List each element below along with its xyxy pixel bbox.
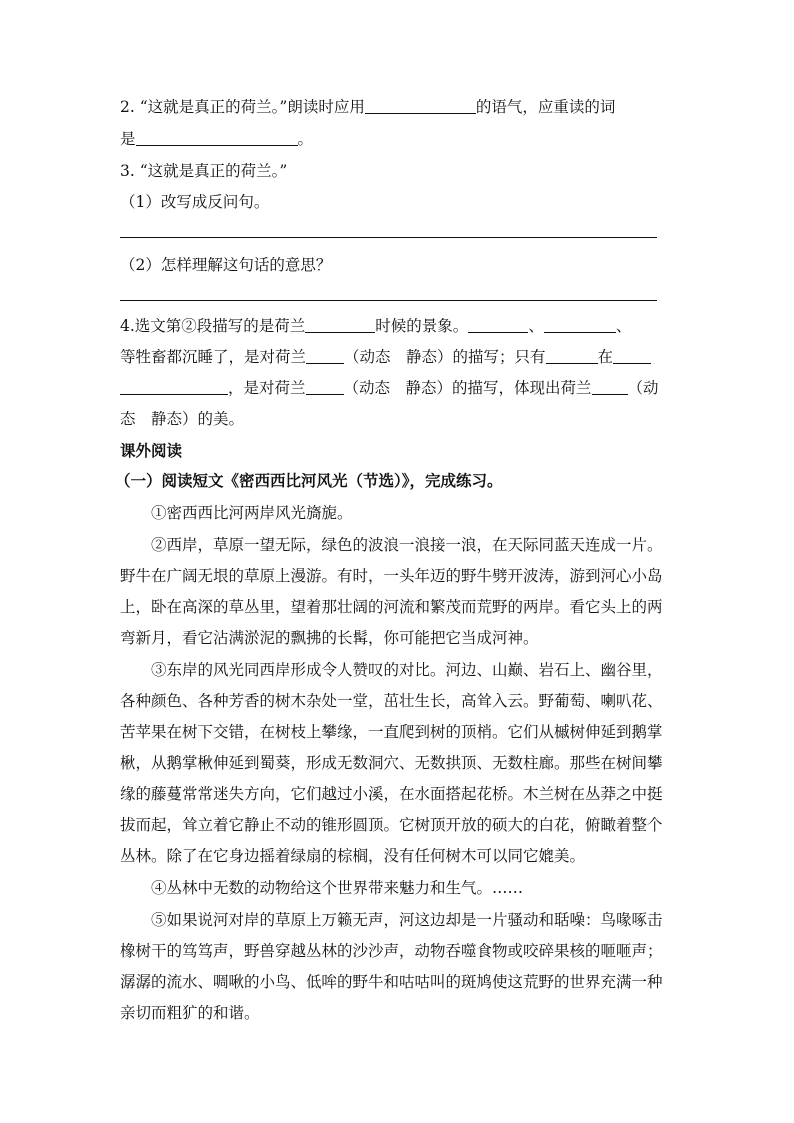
answer-blank[interactable] — [136, 129, 298, 146]
question-text: 是 — [120, 130, 136, 148]
question-4-line-3 — [120, 378, 676, 398]
question-text: 等牲畜都沉睡了，是对荷兰 — [120, 348, 307, 366]
passage-line: 缘的藤蔓常常迷失方向，它们越过小溪，在水面搭起花桥。木兰树在丛莽之中挺 — [120, 785, 663, 803]
section-heading: 课外阅读 — [120, 441, 183, 460]
question-text: 在 — [597, 348, 614, 366]
question-3-sub-2: （2）怎样理解这句话的意思？ — [120, 256, 332, 274]
passage-line: 上，卧在高深的草丛里，望着那壮阔的河流和繁茂而荒野的两岸。看它头上的两 — [120, 598, 663, 616]
question-text: 4.选文第②段描写的是荷兰 — [120, 317, 306, 335]
question-text: 、 — [615, 317, 632, 335]
question-4-line-1 — [120, 316, 676, 336]
answer-line[interactable] — [120, 237, 657, 238]
question-text: 时候的景象。 — [375, 317, 469, 335]
passage-line: ②西岸，草原一望无际，绿色的波浪一浪接一浪，在天际同蓝天连成一片。 — [151, 536, 663, 554]
passage-line: 楸，从鹅掌楸伸延到蜀葵，形成无数洞穴、无数拱顶、无数柱廊。那些在树间攀 — [120, 754, 663, 772]
answer-blank[interactable] — [544, 316, 616, 333]
question-text: ，是对荷兰 — [228, 379, 306, 397]
passage-line: 苦苹果在树下交错，在树枝上攀缘，一直爬到树的顶梢。它们从槭树伸延到鹅掌 — [120, 723, 663, 741]
question-text: （动态 静态）的描写；只有 — [344, 348, 546, 366]
question-text: （动态 静态）的描写，体现出荷兰 — [343, 379, 592, 397]
section-subheading: （一）阅读短文《密西西比河风光（节选）》，完成练习。 — [115, 471, 503, 490]
passage-line: 橡树干的笃笃声，野兽穿越丛林的沙沙声，动物吞噬食物或咬碎果核的咂咂声； — [120, 942, 663, 960]
question-text: 。 — [297, 130, 314, 148]
answer-blank[interactable] — [546, 347, 598, 364]
answer-blank[interactable] — [306, 347, 344, 364]
question-text: 的语气，应重读的词 — [475, 98, 616, 116]
question-2-line-2 — [120, 129, 676, 149]
answer-blank[interactable] — [468, 316, 528, 333]
passage-paragraph-4: ④丛林中无数的动物给这个世界带来魅力和生气。…… — [151, 879, 524, 897]
answer-blank[interactable] — [365, 97, 476, 114]
question-3-heading: 3. “这就是真正的荷兰。” — [120, 162, 288, 180]
question-text: （动 — [627, 379, 659, 397]
question-text: 、 — [528, 317, 544, 335]
passage-line: 亲切而粗犷的和谐。 — [120, 1004, 260, 1022]
passage-line: 野牛在广阔无垠的草原上漫游。有时，一头年迈的野牛劈开波涛，游到河心小岛 — [120, 567, 663, 585]
passage-line: 各种颜色、各种芳香的树木杂处一堂，茁壮生长，高耸入云。野葡萄、喇叭花、 — [120, 692, 663, 710]
answer-blank[interactable] — [592, 378, 628, 395]
passage-line: 潺潺的流水、啁啾的小鸟、低哞的野牛和咕咕叫的斑鸠使这荒野的世界充满一种 — [120, 973, 663, 991]
answer-line[interactable] — [120, 300, 657, 301]
passage-line: ⑤如果说河对岸的草原上万籁无声，河这边却是一片骚动和聒噪：鸟喙啄击 — [151, 911, 663, 929]
answer-blank[interactable] — [306, 378, 344, 395]
question-4-line-2 — [120, 347, 676, 367]
question-3-sub-1: （1）改写成反问句。 — [120, 193, 270, 211]
passage-line: 弯新月，看它沾满淤泥的飘拂的长髯，你可能把它当成河神。 — [120, 629, 539, 647]
question-text: 2. “这就是真正的荷兰。”朗读时应用 — [120, 98, 365, 116]
question-2-line-1 — [120, 97, 676, 117]
answer-blank[interactable] — [120, 378, 228, 395]
question-4-line-4: 态 静态）的美。 — [120, 410, 245, 428]
answer-blank[interactable] — [613, 347, 651, 364]
passage-line: 丛林。除了在它身边摇着绿扇的棕榈，没有任何树木可以同它媲美。 — [120, 847, 586, 865]
passage-line: 拔而起，耸立着它静止不动的锥形圆顶。它树顶开放的硕大的白花，俯瞰着整个 — [120, 816, 663, 834]
passage-line: ③东岸的风光同西岸形成令人赞叹的对比。河边、山巅、岩石上、幽谷里， — [151, 661, 663, 679]
answer-blank[interactable] — [305, 316, 375, 333]
passage-paragraph-1: ①密西西比河两岸风光旖旎。 — [151, 504, 353, 522]
